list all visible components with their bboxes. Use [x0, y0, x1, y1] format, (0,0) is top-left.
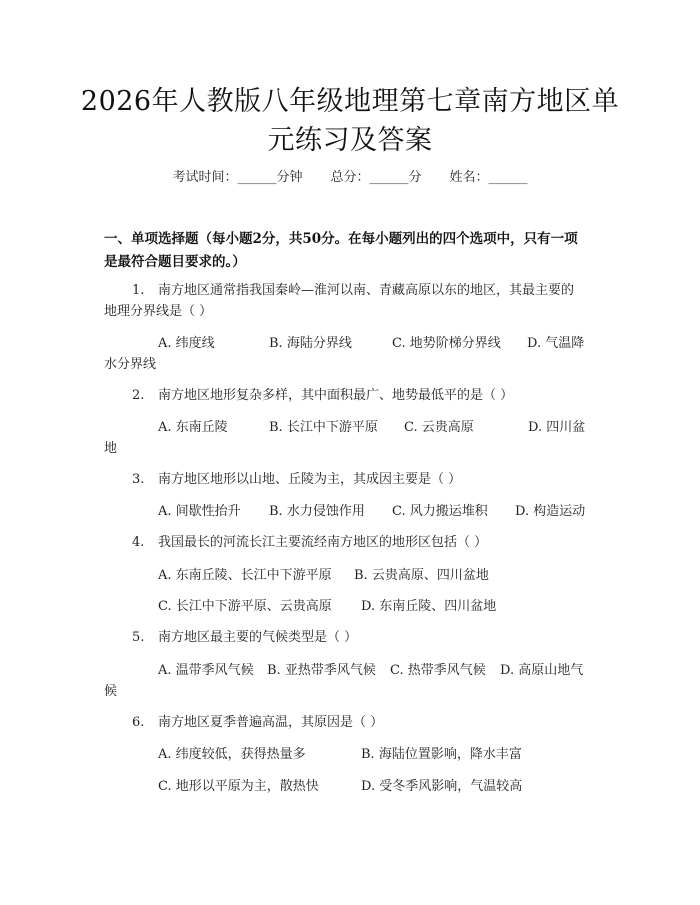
question-5-option-c: C. 热带季风气候 — [390, 663, 486, 678]
question-1-stem-line-2: 地理分界线是（ ） — [104, 304, 213, 319]
question-2-stem-text: 南方地区地形复杂多样，其中面积最广、地势最低平的是（ ） — [158, 388, 514, 403]
question-5-option-a: A. 温带季风气候 — [158, 663, 254, 678]
question-2-option-c: C. 云贵高原 — [404, 420, 474, 435]
question-6-option-b: B. 海陆位置影响，降水丰富 — [361, 747, 522, 762]
question-6-option-d: D. 受冬季风影响，气温较高 — [361, 779, 523, 794]
question-4-option-c: C. 长江中下游平原、云贵高原 — [158, 599, 332, 614]
total-score-field: 总分：______分 — [330, 170, 422, 185]
question-3-option-c: C. 风力搬运堆积 — [392, 504, 488, 519]
question-3-option-d: D. 构造运动 — [515, 504, 586, 519]
exam-info-row — [0, 168, 700, 188]
question-4-options-row-2 — [158, 597, 496, 617]
question-5-options — [158, 661, 583, 681]
question-2-stem-line-1 — [132, 386, 513, 406]
exam-time-field: 考试时间：______分钟 — [172, 170, 303, 185]
document-title-line-2: 元练习及答案 — [267, 125, 433, 156]
question-2-option-d-wrap: 地 — [104, 441, 118, 456]
question-4-option-a: A. 东南丘陵、长江中下游平原 — [158, 568, 332, 583]
document-title-line-1: 2026年人教版八年级地理第七章南方地区单 — [80, 86, 620, 117]
question-4-stem-text: 我国最长的河流长江主要流经南方地区的地形区包括（ ） — [158, 535, 488, 550]
question-4-option-b: B. 云贵高原、四川盆地 — [354, 568, 489, 583]
question-4-number: 4. — [132, 535, 145, 550]
question-1-option-b: B. 海陆分界线 — [269, 336, 352, 351]
question-4-stem-line-1 — [132, 533, 487, 553]
question-3-option-a: A. 间歇性抬升 — [158, 504, 241, 519]
question-1-option-d-wrap: 水分界线 — [104, 357, 157, 372]
question-6-options-row-1 — [158, 745, 522, 765]
question-3-options — [158, 502, 585, 522]
question-5-option-b: B. 亚热带季风气候 — [267, 663, 376, 678]
question-5-stem-line-1 — [132, 628, 357, 648]
question-3-number: 3. — [132, 472, 145, 487]
question-6-stem-line-1 — [132, 713, 383, 733]
question-2-option-a: A. 东南丘陵 — [158, 420, 228, 435]
student-name-field: 姓名：______ — [449, 170, 528, 185]
question-1-option-a: A. 纬度线 — [158, 336, 215, 351]
question-6-options-row-2 — [158, 777, 522, 797]
question-5-option-d: D. 高原山地气 — [500, 663, 584, 678]
question-1-stem-text: 南方地区通常指我国秦岭—淮河以南、青藏高原以东的地区，其最主要的 — [158, 283, 575, 298]
question-2-options — [158, 418, 585, 438]
question-1-option-d: D. 气温降 — [527, 336, 585, 351]
question-5-option-d-wrap: 候 — [104, 684, 118, 699]
question-1-options — [158, 334, 584, 354]
question-6-option-c: C. 地形以平原为主，散热快 — [158, 779, 319, 794]
question-1-stem-line-1 — [132, 281, 574, 301]
question-6-stem-text: 南方地区夏季普遍高温，其原因是（ ） — [158, 715, 384, 730]
question-4-options-row-1 — [158, 566, 489, 586]
question-6-option-a: A. 纬度较低，获得热量多 — [158, 747, 306, 762]
question-1-option-c: C. 地势阶梯分界线 — [392, 336, 501, 351]
section-heading-line-1: 一、单项选择题（每小题2分，共50分。在每小题列出的四个选项中，只有一项 — [104, 231, 578, 247]
section-heading-line-2: 是最符合题目要求的。） — [104, 254, 246, 270]
question-4-option-d: D. 东南丘陵、四川盆地 — [361, 599, 497, 614]
question-3-stem-text: 南方地区地形以山地、丘陵为主，其成因主要是（ ） — [158, 472, 462, 487]
question-3-option-b: B. 水力侵蚀作用 — [269, 504, 365, 519]
question-5-number: 5. — [132, 630, 145, 645]
question-3-stem-line-1 — [132, 470, 461, 490]
question-2-option-b: B. 长江中下游平原 — [269, 420, 378, 435]
question-2-number: 2. — [132, 388, 145, 403]
question-5-stem-text: 南方地区最主要的气候类型是（ ） — [158, 630, 358, 645]
question-6-number: 6. — [132, 715, 145, 730]
question-1-number: 1. — [132, 283, 145, 298]
question-2-option-d: D. 四川盆 — [528, 420, 586, 435]
